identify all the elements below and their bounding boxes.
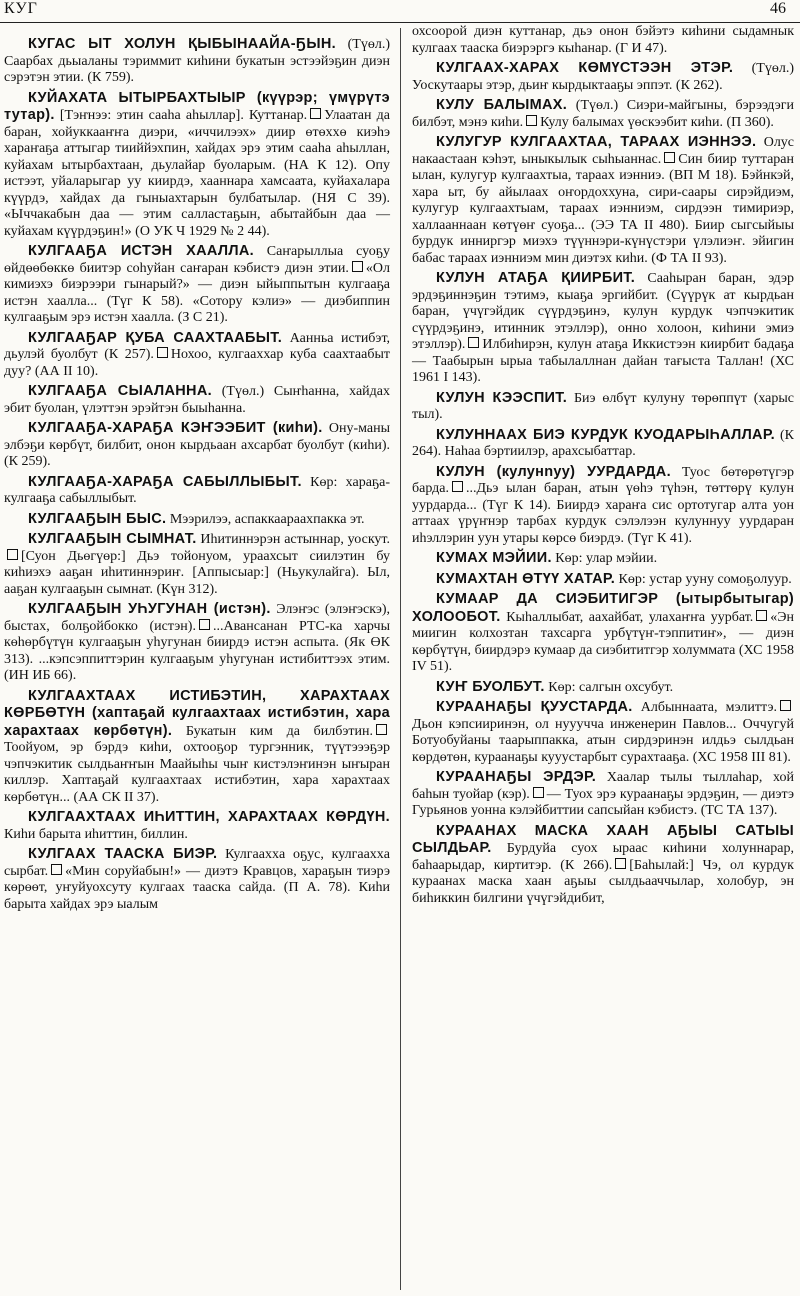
dictionary-entry: [4, 474, 390, 508]
entry-headword: КУЛГААҔЫН СЫМНАТ.: [28, 531, 197, 547]
entry-headword: КУЛУН АТАҔА ҚИИРБИТ.: [436, 270, 636, 286]
column-divider: [400, 28, 401, 1290]
entry-definition: (Түөл.) Уоскутаары этэр, дьиҥ кырдыктааҕы эппэт. (К 262).: [412, 61, 794, 93]
entry-headword: КУЛГААҔЫН УҺУГУНАН (истэн).: [28, 601, 271, 617]
entry-definition: Мээрилээ, аспаккаараахпакка эт.: [169, 511, 365, 527]
page-header: [0, 0, 800, 23]
example-marker-icon: [664, 152, 675, 163]
dictionary-entry: [4, 330, 390, 381]
entry-example: ...Дьэ ылан баран, атын үөһэ түһэн, төттөрү кулун уурдарда... (Түг К 14). Биирдэ хараҥа сис ортотугар алта уон аттаах үрүҥнэр тарбах курдук сэлэлээн кулуннуу уурдаран иһэллэрин уун утары көрсө биэрдэ. (Түг К 41).: [412, 481, 794, 546]
dictionary-entry: [412, 60, 794, 94]
example-marker-icon: [615, 858, 626, 869]
example-marker-icon: [780, 700, 791, 711]
dictionary-entry: [412, 464, 794, 548]
left-column: [4, 36, 390, 916]
entry-example: «Эн миигин колхозтан тахсарга урбүтүҥ-тэппитиҥ», — диэн көрбүтүн, биирдэрэ кумаар да сиэбититгэр холуммата (ХС 1958 IV 51).: [412, 609, 794, 674]
dictionary-entry: [412, 591, 794, 676]
entry-example: «Мин соруйабын!» — диэтэ Кравцов, хараҕын тиэрэ көрөөт, уҥуйуохсуту кулгаах тааска сайда. (П А. 78). Киһи барыта хайдах эрэ ыалым: [4, 863, 390, 912]
entry-definition: Туос бөтөрөтүгэр барда.: [412, 464, 794, 496]
dictionary-entry: [412, 550, 794, 568]
example-marker-icon: [7, 549, 18, 560]
example-marker-icon: [199, 619, 210, 630]
entry-definition: (К 264). Наһаа бэртиилэр, арахсыбаттар.: [412, 427, 795, 459]
example-marker-icon: [51, 864, 62, 875]
entry-headword: КУЛГААХ-ХАРАХ КӨМҮСТЭЭН ЭТЭР.: [436, 60, 734, 76]
running-head: КУГ: [4, 0, 38, 17]
entry-example: Улаатан да баран, хойуккааҥҥа диэри, «иччилээх» диир өтөххө киэһэ хараҥаҕа аттыгар тииййэхпин, хайдах эрэ этим сааһа аһыллан, куйахам ытырбахтаан, дьулайар буоларым. (НА К 12). Опу истээт, уйаларыгар уу киирдэ, хааннара хамсаата, куйахалара күүрдэ, хайдах да гыныахтарын булбатылар. (НЯ С 39). «Ыччакабын даа — этим салластаҕын, абытайбын даа — куйахам күүрдэҕин!» (О УК Ч 1929 № 2 44).: [4, 108, 390, 239]
entry-example: [Баһылай:] Чэ, ол курдук кураанах маска хаан аҕыы сылдьааччылар, холобур, эн биһиккин билгини үчүгэйдибит,: [412, 857, 794, 906]
entry-definition: Көр: салгын охсубут.: [548, 679, 674, 695]
example-marker-icon: [533, 787, 544, 798]
entry-definition: Саҥарыллыа суоҕу өйдөөбөккө биитэр соһуйан саҥаран кэбистэ диэн этии.: [4, 244, 390, 276]
entry-definition: Көр: хараҕа-кулгааҕа сабыллыбыт.: [4, 474, 390, 506]
dictionary-entry: [4, 511, 390, 529]
example-marker-icon: [157, 347, 168, 358]
entry-headword: КУЛГААХТААХ ИҺИТТИН, ХАРАХТААХ КӨРДҮН.: [28, 809, 390, 825]
page-number: 46: [770, 0, 786, 17]
entry-definition: Биэ өлбүт кулуну төрөппүт (харыс тыл).: [412, 390, 795, 422]
dictionary-entry: [412, 24, 794, 57]
entry-definition: Элэҥэс (элэҥэскэ), быстах, болҕойбокко (истэн).: [4, 602, 390, 634]
entry-definition: Букатын ким да билбэтин.: [185, 723, 373, 739]
entry-headword: КУЛГААҔА-ХАРАҔА САБЫЛЛЫБЫТ.: [28, 473, 302, 490]
example-marker-icon: [756, 610, 767, 621]
dictionary-entry: [4, 420, 390, 471]
entry-definition: (Түөл.) Саарбах дьыаланы тэриммит киһини букатын эстээйэҕин диэн сэрэтэн этии. (К 759).: [4, 37, 390, 85]
dictionary-entry: [412, 97, 794, 131]
entry-definition: Кыһаллыбат, аахайбат, улахаҥҥа уурбат.: [506, 609, 754, 625]
example-marker-icon: [352, 261, 363, 272]
right-column: [412, 24, 794, 910]
entry-headword: КУЛУГУР КУЛГААХТАА, ТАРААХ ИЭННЭЭ.: [436, 134, 757, 150]
example-marker-icon: [468, 337, 479, 348]
dictionary-entry: [412, 390, 794, 424]
entry-example: «Ол кимиэхэ биэрээри гынарый?» — диэн ыйыппытын кулгааҕа истэн хаалла... (Түг К 58). «Сотору кэлиэ» — диэбиппин кулгааҕым эрэ истэн хаалла. (З С 21).: [4, 260, 390, 325]
entry-headword: КУРААНАХ МАСКА ХААН АҔЫЫ САТЫЫ СЫЛДЬАР.: [412, 822, 794, 856]
entry-headword: КУГАС ЫТ ХОЛУН ҚЫБЫНААЙА-ҔЫН.: [28, 36, 336, 52]
dictionary-entry: [412, 699, 794, 766]
dictionary-entry: [412, 823, 794, 908]
dictionary-entry: [412, 571, 794, 589]
entry-example: Кулу балымах үөскээбит киһи. (П 360).: [540, 114, 774, 130]
dictionary-entry: [4, 383, 390, 417]
entry-headword: КУЛГААҔА ИСТЭН ХААЛЛА.: [28, 243, 254, 259]
entry-definition: Көр: улар мэйии.: [555, 551, 658, 566]
entry-headword: КУМАХТАН ӨТҮҮ ХАТАР.: [436, 570, 616, 587]
entry-definition: (Түөл.) Сиэри-майгыны, бэрээдэги билбэт, мэнэ киһи.: [412, 98, 794, 130]
dictionary-entry: [4, 601, 390, 685]
dictionary-entry: [412, 270, 794, 387]
entry-definition: Аанньа истибэт, дьулэй буолбут (К 257).: [4, 330, 391, 362]
entry-definition: Албыннаата, мэлиттэ.: [640, 700, 777, 715]
dictionary-entry: [4, 688, 390, 807]
entry-definition: охсоорой диэн куттанар, дьэ онон бэйэтэ киһини сыдамнык кулгаах тааска биэрэргэ кыһанар. (Г И 47).: [412, 24, 794, 56]
entry-definition: Иһитиннэрэн астыннар, уоскут.: [200, 532, 390, 547]
entry-headword: КУЙАХАТА ЫТЫРБАХТЫЫР (күүрэр; үмүрүтэ тутар).: [4, 89, 390, 123]
entry-definition: [Тэҥнээ: этин сааһа аһыллар]. Куттанар.: [59, 108, 308, 123]
entry-definition: Сааһыран баран, эдэр эрдэҕиннэҕин тэтимэ, кыаҕа эргийбит. (Сүүрүк ат кырдьан баран, үчүгэйдик сүүрдэҕинэ, кулун курдук чэпчэкитик сүүрдэҕинэ, итинник этэллэр), онно холоон, киһини эмиэ этэллэр).: [412, 271, 795, 352]
entry-example: Син биир туттаран ылан, кулугур кулгаахтыа, тараах иэнниэ. (ВП М 18). Бэйнкэй, хара ыт, бу айылаах оҥордоххуна, сири-саары сирэйдиэм, кулугур кулгаахтыам, тараах иэнниэм, сирдээн тимириэр, халлааннаан көтүөҥ суоҕа... (ЭЭ ТА II 480). Биир сыгсыйыы бурдук инниргэр миэхэ түүннэри-күнүстэри үлэлиэҥ. эйигин бабас тараах иэнниэм мин диэтэх киһи. (Ф ТА II 93).: [412, 151, 794, 266]
entry-definition: Көр: устар ууну сомоҕолуур.: [618, 571, 792, 587]
example-marker-icon: [376, 724, 387, 735]
entry-headword: КУЛГААҔА-ХАРАҔА КЭҤЭЭБИТ (киһи).: [28, 420, 323, 436]
entry-definition: Киһи барыта иһиттин, биллин.: [4, 826, 188, 842]
entry-headword: КУЛГААХ ТААСКА БИЭР.: [28, 846, 218, 862]
entry-headword: КУМАХ МЭЙИИ.: [436, 550, 552, 566]
entry-headword: КУҤ БУОЛБУТ.: [436, 678, 545, 695]
entry-example: Тоойуом, эр бэрдэ киһи, охтооҕор тургэнник, түүтэээҕэр чэпчэкитик сылдьаҥҥын Маайыһы чыҥ кистэлэҥинэн ыҥыран киллэр. Хаптаҕай кулгаахтаах истибэтин, хара харахтаах көрбөтүн... (АА СК II 37).: [4, 740, 390, 805]
dictionary-entry: [4, 90, 390, 241]
entry-definition: Олус накаастаан кэһэт, ыныкылык сыһыаннас.: [412, 135, 795, 167]
entry-headword: КУМААР ДА СИЭБИТИГЭР (ытырбытыгар) ХОЛООБОТ.: [412, 591, 794, 625]
dictionary-entry: [4, 846, 390, 913]
dictionary-entry: [4, 809, 390, 843]
entry-headword: КУЛГААҔЫН БЫС.: [28, 510, 167, 527]
entry-definition: Кулгааххa оҕус, кулгааххa сырбат.: [4, 847, 390, 879]
entry-headword: КУЛУН КЭЭСПИТ.: [436, 389, 568, 406]
entry-headword: КУРААНАҔЫ ЭРДЭР.: [436, 769, 597, 785]
entry-headword: КУРААНАҔЫ ҚУУСТАРДА.: [436, 699, 633, 715]
entry-example: Нохоо, кулгааххар куба саахтаабыт дуу? (АА II 10).: [4, 347, 390, 379]
entry-definition: Бурдуйа суох ыраас киһини холуннарар, баһаарыдар, киртитэр. (К 266).: [412, 841, 794, 873]
entry-example: ...Авансанан РТС-ка харчы көһөрбүтүн кулгааҕын уһугунан биирдэ истэн аспыта. (Як ӨК 313). ...кэпсэппиттэрин кулгааҕым уһугунан истибиттээх этим. (ИН ИБ 66).: [4, 618, 390, 683]
dictionary-entry: [412, 679, 794, 697]
entry-headword: КУЛГААХТААХ ИСТИБЭТИН, ХАРАХТААХ КӨРБӨТҮН (хаптаҕай кулгаахтаах истибэтин, хара харахтаах көрбөтүн).: [4, 687, 390, 739]
entry-definition: Ону-маны элбэҕи көрбүт, билбит, онон кырдьаан ахсарбат буолбут (киһи). (К 259).: [4, 421, 390, 469]
entry-example: Илбиһирэн, кулун атаҕа Иккистээн киирбит бадаҕа — Таабырын ырыа табылаллнан дайан тағыста Таллан! (ХС 1961 I 143).: [412, 337, 794, 385]
dictionary-entry: [4, 531, 390, 598]
dictionary-entry: [412, 427, 794, 461]
entry-headword: КУЛГААҔАР ҚУБА СААХТААБЫТ.: [28, 329, 283, 346]
entry-headword: КУЛУ БАЛЫМАХ.: [436, 97, 568, 113]
entry-headword: КУЛУННААХ БИЭ КУРДУК КУОДАРЫҺАЛЛАР.: [436, 426, 775, 443]
dictionary-entry: [412, 769, 794, 820]
entry-definition: (Түөл.) Сыҥһанна, хайдах эбит буолан, үлэттэн эрэйтэн быыһанна.: [4, 384, 390, 416]
dictionary-entry: [4, 36, 390, 87]
entry-headword: КУЛУН (кулунnуу) УУРДАРДА.: [436, 463, 671, 480]
entry-definition: Хаалар тылы тыллаһар, хой баһын туойар (кэр).: [412, 770, 794, 802]
entry-example: [Суон Дьөгүөр:] Дьэ тойонуом, ураахсыт сиилэтин бу киһиэхэ ааҕан иһитиннэриҥ. [Аппысыар:] (Ньукулайга). Ыл, ааҕан кулгааҕын сымнат. (Күн 312).: [4, 548, 390, 597]
entry-headword: КУЛГААҔА СЫАЛАННА.: [28, 383, 212, 399]
example-marker-icon: [310, 108, 321, 119]
example-marker-icon: [452, 481, 463, 492]
entry-example: Дьон кэпсииринэн, ол нууучча инженерин Павлов... Оччугуй Ботуобуйаны таарыппакка, атын сирдэринэн илдьэ сылдьан көрдөтөн, кураанаҕы кууустарбыт сурахтааҕа. (ХС 1958 III 81).: [412, 716, 794, 765]
example-marker-icon: [526, 115, 537, 126]
dictionary-entry: [412, 134, 794, 267]
dictionary-entry: [4, 243, 390, 327]
entry-example: — Туох эрэ кураанаҕы эрдэҕин, — диэтэ Гурьянов уонна кэлэйбиттии сапсыйан кэбистэ. (ТС ТА 137).: [412, 786, 794, 818]
